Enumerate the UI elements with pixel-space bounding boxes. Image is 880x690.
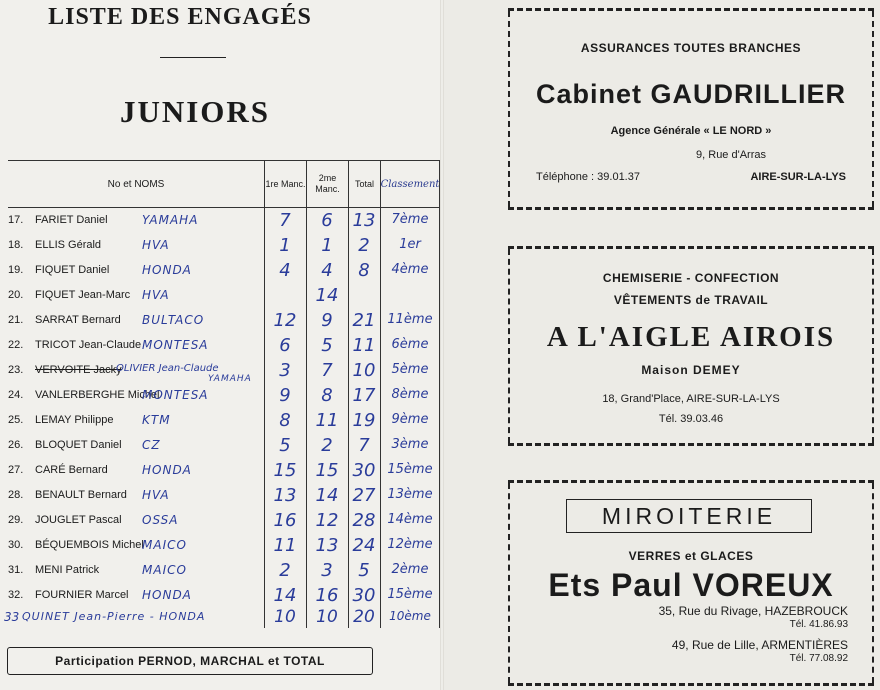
rider-number: 29. — [8, 514, 24, 526]
total-value: 17 — [352, 385, 376, 406]
results-table-header — [8, 160, 440, 208]
manche2-value: 3 — [321, 560, 333, 581]
rider-name: LEMAY Philippe — [35, 414, 114, 426]
manche1-value: 4 — [279, 260, 291, 281]
manche1-value: 3 — [279, 360, 291, 381]
ad1-street: 9, Rue d'Arras — [696, 149, 766, 161]
rider-bike: OLIVIER Jean-Claude — [116, 363, 219, 374]
extra-number: 33 — [4, 610, 20, 624]
extra-row — [4, 607, 440, 629]
ad3-addr1: 35, Rue du Rivage, HAZEBROUCK — [658, 604, 848, 618]
ad2-line1: CHEMISERIE - CONFECTION — [602, 271, 780, 285]
table-row — [8, 234, 440, 259]
manche1-value: 2 — [279, 560, 291, 581]
total-value: 7 — [358, 435, 370, 456]
total-value: 13 — [352, 210, 376, 231]
rank-value: 7ème — [391, 212, 429, 227]
ad2-firm: A L'AIGLE AIROIS — [546, 321, 836, 353]
ad2-street: 18, Grand'Place, AIRE-SUR-LA-LYS — [602, 393, 780, 405]
table-row — [8, 259, 440, 284]
ad2-maison: Maison DEMEY — [641, 363, 741, 377]
table-row — [8, 584, 440, 609]
rider-name: VERVOITE Jacky — [35, 364, 122, 376]
rank-value: 8ème — [391, 387, 429, 402]
rider-number: 30. — [8, 539, 24, 551]
manche1-value: 13 — [273, 485, 297, 506]
ad1-firm: Cabinet GAUDRILLIER — [535, 79, 846, 109]
rank-value: 4ème — [391, 262, 429, 277]
rider-number: 32. — [8, 589, 24, 601]
rider-bike: MONTESA — [142, 388, 209, 402]
manche2-value: 1 — [321, 235, 333, 256]
manche2-value: 14 — [315, 485, 339, 506]
rider-bike: BULTACO — [142, 313, 205, 327]
rank-value: 1er — [399, 237, 421, 252]
total-value: 2 — [358, 235, 370, 256]
ad-aigle-airois — [508, 246, 874, 446]
manche2-value: 4 — [321, 260, 333, 281]
rider-number: 17. — [8, 214, 24, 226]
table-row — [8, 484, 440, 509]
manche1-value: 15 — [273, 460, 297, 481]
rider-bike: HVA — [142, 238, 170, 252]
rider-bike: MONTESA — [142, 338, 209, 352]
rider-number: 19. — [8, 264, 24, 276]
rider-bike: HONDA — [142, 588, 192, 602]
ad1-phone: Téléphone : 39.01.37 — [536, 171, 640, 183]
rider-bike: MAICO — [142, 538, 187, 552]
extra-total: 20 — [353, 607, 375, 627]
total-value: 21 — [352, 310, 376, 331]
ad2-line2: VÊTEMENTS de TRAVAIL — [613, 293, 769, 307]
header-names: No et NOMS — [107, 178, 165, 190]
header-manche2: 2me Manc. — [306, 161, 348, 207]
total-value: 24 — [352, 535, 376, 556]
rider-name: FIQUET Jean-Marc — [35, 289, 131, 301]
manche1-value: 16 — [273, 510, 297, 531]
manche2-value: 7 — [321, 360, 333, 381]
rider-name: ELLIS Gérald — [35, 239, 102, 251]
ad1-agency: Agence Générale « LE NORD » — [610, 125, 772, 137]
total-value: 27 — [352, 485, 376, 506]
total-value: 10 — [352, 360, 376, 381]
total-value: 19 — [352, 410, 376, 431]
manche2-value: 13 — [315, 535, 339, 556]
table-header — [8, 160, 440, 208]
rank-value: 5ème — [391, 362, 429, 377]
rider-bike: HONDA — [142, 463, 192, 477]
ad-gaudrillier — [508, 8, 874, 210]
manche1-value: 7 — [279, 210, 291, 231]
table-row — [8, 334, 440, 359]
handwritten-note: YAMAHA — [208, 374, 252, 384]
manche1-value: 12 — [273, 310, 297, 331]
ad2-tel: Tél. 39.03.46 — [658, 413, 724, 425]
total-value: 11 — [352, 335, 376, 356]
rider-name: VANLERBERGHE Michel — [35, 389, 160, 401]
rank-value: 6ème — [391, 337, 429, 352]
rider-name: TRICOT Jean-Claude — [35, 339, 142, 351]
rank-value: 9ème — [391, 412, 429, 427]
ad3-header: MIROITERIE — [566, 499, 812, 533]
rank-value: 13ème — [387, 487, 433, 502]
table-row — [8, 559, 440, 584]
manche2-value: 2 — [321, 435, 333, 456]
total-value: 30 — [352, 585, 376, 606]
ad-voreux — [508, 480, 874, 686]
rider-number: 27. — [8, 464, 24, 476]
manche2-value: 14 — [315, 285, 339, 306]
rider-number: 31. — [8, 564, 24, 576]
table-row — [8, 209, 440, 234]
rider-number: 18. — [8, 239, 24, 251]
rider-name: SARRAT Bernard — [35, 314, 121, 326]
ad3-addr2: 49, Rue de Lille, ARMENTIÈRES — [671, 638, 848, 652]
rank-value: 11ème — [387, 312, 433, 327]
rider-name: FARIET Daniel — [35, 214, 108, 226]
manche2-value: 6 — [321, 210, 333, 231]
rider-bike: HVA — [142, 288, 170, 302]
list-title: LISTE DES ENGAGÉS — [48, 4, 312, 30]
rider-name: BÉQUEMBOIS Michel — [35, 539, 144, 551]
header-manche1: 1re Manc. — [264, 161, 306, 207]
manche1-value: 1 — [279, 235, 291, 256]
ad1-town: AIRE-SUR-LA-LYS — [750, 171, 846, 183]
ad1-line1: ASSURANCES TOUTES BRANCHES — [580, 41, 802, 55]
rider-number: 26. — [8, 439, 24, 451]
rider-name: FIQUET Daniel — [35, 264, 110, 276]
rider-number: 24. — [8, 389, 24, 401]
rider-name: FOURNIER Marcel — [35, 589, 129, 601]
total-value: 8 — [358, 260, 370, 281]
rider-bike: KTM — [142, 413, 171, 427]
manche2-value: 11 — [315, 410, 339, 431]
rider-name: CARÉ Bernard — [35, 464, 108, 476]
extra-name: QUINET Jean-Pierre - HONDA — [22, 610, 206, 623]
manche1-value: 5 — [279, 435, 291, 456]
rider-number: 28. — [8, 489, 24, 501]
rider-name: BLOQUET Daniel — [35, 439, 122, 451]
table-row — [8, 434, 440, 459]
rider-bike: HONDA — [142, 263, 192, 277]
rank-value: 15ème — [387, 462, 433, 477]
manche1-value: 11 — [273, 535, 297, 556]
manche1-value: 14 — [273, 585, 297, 606]
table-row — [8, 459, 440, 484]
rider-name: MENI Patrick — [35, 564, 100, 576]
total-value: 30 — [352, 460, 376, 481]
header-total: Total — [348, 161, 380, 207]
manche1-value: 6 — [279, 335, 291, 356]
ad3-address-2 — [672, 639, 848, 665]
title-rule — [160, 57, 226, 58]
header-classement: Classement — [380, 161, 440, 207]
total-value: 28 — [352, 510, 376, 531]
ad3-firm: Ets Paul VOREUX — [548, 567, 834, 603]
manche2-value: 16 — [315, 585, 339, 606]
sponsor-box: Participation PERNOD, MARCHAL et TOTAL — [7, 647, 373, 675]
table-row — [8, 409, 440, 434]
ad3-tel2: Tél. 77.08.92 — [789, 653, 848, 664]
manche2-value: 9 — [321, 310, 333, 331]
rider-number: 23. — [8, 364, 24, 376]
rider-bike: YAMAHA — [142, 213, 199, 227]
ad3-tel1: Tél. 41.86.93 — [789, 619, 848, 630]
extra-m2: 10 — [316, 607, 338, 627]
ad3-address-1 — [659, 605, 848, 631]
table-row — [8, 309, 440, 334]
rank-value: 2ème — [391, 562, 429, 577]
rider-bike: CZ — [142, 438, 161, 452]
manche1-value: 9 — [279, 385, 291, 406]
ad3-products: VERRES et GLACES — [628, 549, 754, 563]
rank-value: 15ème — [387, 587, 433, 602]
manche2-value: 8 — [321, 385, 333, 406]
manche2-value: 12 — [315, 510, 339, 531]
ad1-phone-row — [536, 171, 846, 183]
rider-bike: OSSA — [142, 513, 179, 527]
rider-name: BENAULT Bernard — [35, 489, 127, 501]
rank-value: 3ème — [391, 437, 429, 452]
rider-number: 21. — [8, 314, 24, 326]
rider-number: 22. — [8, 339, 24, 351]
extra-m1: 10 — [274, 607, 296, 627]
category-title: JUNIORS — [119, 94, 271, 129]
rider-name: JOUGLET Pascal — [35, 514, 122, 526]
table-row — [8, 384, 440, 409]
extra-rank: 10ème — [389, 609, 431, 623]
manche2-value: 15 — [315, 460, 339, 481]
rider-number: 20. — [8, 289, 24, 301]
total-value: 5 — [358, 560, 370, 581]
page-fold — [440, 0, 444, 690]
rank-value: 12ème — [387, 537, 433, 552]
rider-bike: MAICO — [142, 563, 187, 577]
manche1-value: 8 — [279, 410, 291, 431]
rider-bike: HVA — [142, 488, 170, 502]
table-row — [8, 534, 440, 559]
table-row — [8, 509, 440, 534]
table-row — [8, 284, 440, 309]
rank-value: 14ème — [387, 512, 433, 527]
manche2-value: 5 — [321, 335, 333, 356]
rider-number: 25. — [8, 414, 24, 426]
